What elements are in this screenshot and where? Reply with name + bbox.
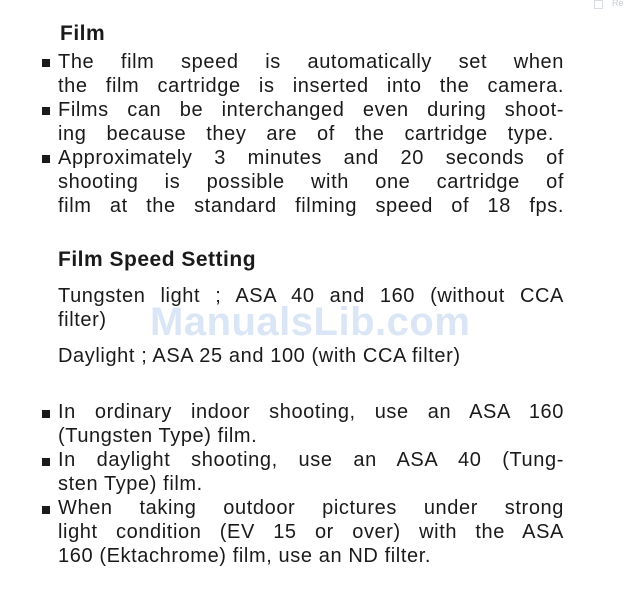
corner-icon (594, 0, 603, 9)
film-line-2: the film cartridge is inserted into the camera. (58, 75, 564, 97)
bullet-marker (42, 155, 50, 163)
bullet-marker (42, 458, 50, 466)
daylight-line: Daylight ; ASA 25 and 100 (with CCA filter) (58, 345, 461, 367)
film-line-1: The film speed is automatically set when (58, 51, 564, 73)
bullet-marker (42, 107, 50, 115)
tip-line-6: light condition (EV 15 or over) with the ASA (58, 521, 564, 543)
film-speed-heading: Film Speed Setting (58, 248, 257, 271)
corner-text: Re (612, 0, 624, 8)
tip-line-1: In ordinary indoor shooting, use an ASA 160 (58, 401, 564, 423)
bullet-marker (42, 59, 50, 67)
tip-line-2: (Tungsten Type) film. (58, 425, 258, 447)
film-heading: Film (60, 22, 106, 45)
tip-line-5: When taking outdoor pictures under strong (58, 497, 564, 519)
film-line-6: shooting is possible with one cartridge of (58, 171, 564, 193)
film-line-7: film at the standard filming speed of 18 fps. (58, 195, 564, 217)
tungsten-line: Tungsten light ; ASA 40 and 160 (without CCA (58, 285, 564, 307)
bullet-marker (42, 410, 50, 418)
tip-line-4: sten Type) film. (58, 473, 203, 495)
tungsten-line-cont: filter) (58, 309, 107, 331)
film-line-4: ing because they are of the cartridge type. (58, 123, 554, 145)
tip-line-3: In daylight shooting, use an ASA 40 (Tung- (58, 449, 564, 471)
watermark: ManualsLib.com (150, 300, 471, 344)
tip-line-7: 160 (Ektachrome) film, use an ND filter. (58, 545, 432, 567)
film-line-5: Approximately 3 minutes and 20 seconds of (58, 147, 564, 169)
film-line-3: Films can be interchanged even during shoot- (58, 99, 564, 121)
bullet-marker (42, 506, 50, 514)
